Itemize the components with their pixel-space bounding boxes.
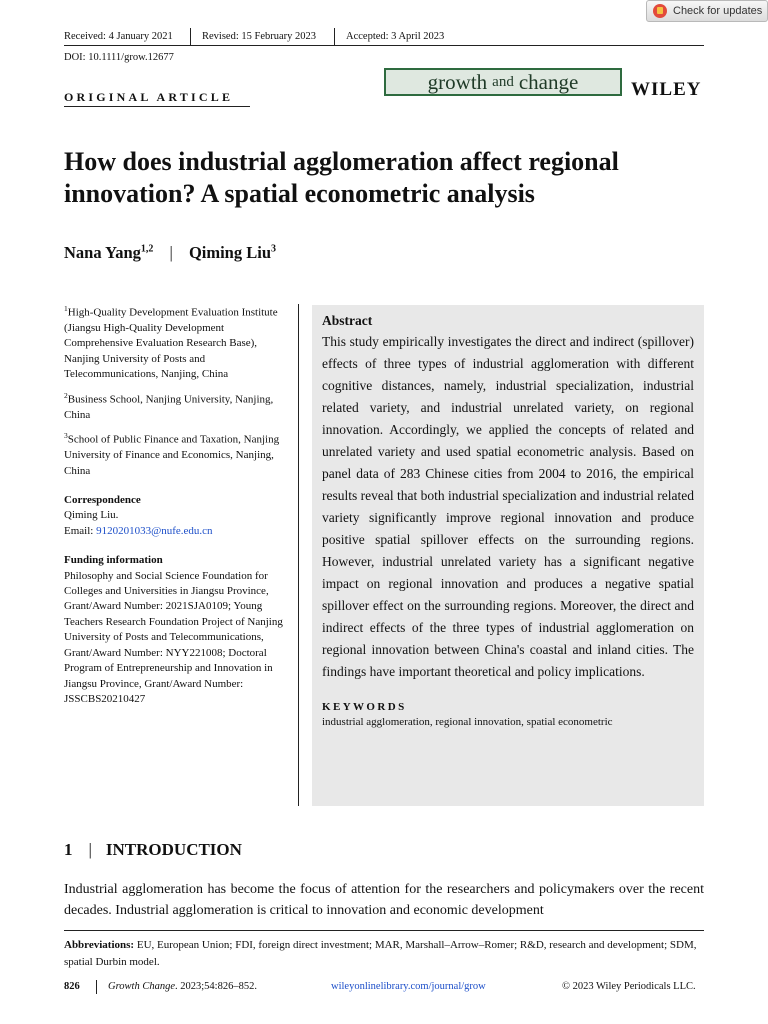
accepted-date: Accepted: 3 April 2023 [346, 31, 445, 42]
keywords-heading: KEYWORDS [322, 701, 407, 713]
article-info-column [64, 301, 292, 712]
title-line: innovation? A spatial econometric analysis [64, 179, 535, 208]
affiliation-sup: 2 [64, 390, 68, 400]
check-for-updates-button[interactable] [646, 0, 768, 22]
affiliation [64, 388, 292, 423]
header-rule [64, 45, 704, 46]
abbreviations-note [64, 937, 704, 971]
funding-heading: Funding information [64, 554, 163, 567]
author-name: Qiming Liu [188, 243, 272, 262]
article-title [64, 146, 724, 210]
journal-logo [384, 68, 622, 96]
column-divider [298, 304, 299, 806]
publisher-logo: WILEY [631, 79, 702, 100]
page-number: 826 [64, 981, 80, 992]
correspondence-email [64, 524, 292, 539]
doi: DOI: 10.1111/grow.12677 [64, 52, 174, 63]
journal-name-part: change [518, 69, 579, 94]
section-heading [64, 840, 242, 860]
affiliation [64, 428, 292, 479]
correspondence-heading: Correspondence [64, 494, 141, 507]
footnote-rule [64, 930, 704, 931]
crossmark-icon [653, 4, 667, 18]
revised-date: Revised: 15 February 2023 [202, 31, 317, 42]
correspondence-name: Qiming Liu. [64, 509, 119, 522]
citation-details: . 2023;54:826–852. [175, 981, 257, 992]
copyright: © 2023 Wiley Periodicals LLC. [562, 981, 696, 992]
affiliation-text: Business School, Nanjing University, Nanjing, China [64, 393, 274, 421]
header-divider [334, 28, 335, 45]
affiliation-text: High-Quality Development Evaluation Institute (Jiangsu High-Quality Development Comprehensive Evaluation Research Base), Nanjing University of Posts and Telecommunications, Nanjing, China [64, 306, 278, 381]
abbreviations-label: Abbreviations: [64, 939, 135, 951]
funding-text: Philosophy and Social Science Foundation for Colleges and Universities in Jiangsu Province, Grant/Award Number: 2021SJA0109; Young Teachers Research Foundation Project of Nanjing University of Posts and Telecommunications, Grant/Award Number: NYY221008; Doctoral Program of Entrepreneurship and Innovation in Jiangsu Province, Grant/Award Number: JSSCBS20210427 [64, 569, 283, 705]
article-type-rule [64, 106, 250, 107]
received-date: Received: 4 January 2021 [64, 31, 173, 42]
email-label: Email: [64, 524, 97, 537]
abstract-box [312, 305, 704, 806]
abbreviations-text: EU, European Union; FDI, foreign direct investment; MAR, Marshall–Arrow–Romer; R&D, research and development; SDM, spatial Durbin model. [64, 939, 697, 968]
author-name: Nana Yang [64, 243, 141, 262]
check-for-updates-label: Check for updates [673, 5, 763, 17]
keywords-text: industrial agglomeration, regional innovation, spatial econometric [322, 716, 613, 728]
email-link[interactable]: 9120201033@nufe.edu.cn [96, 524, 213, 537]
affiliation-text: School of Public Finance and Taxation, Nanjing University of Finance and Economics, Nanjing, China [64, 433, 280, 477]
section-title: INTRODUCTION [105, 840, 242, 859]
body-paragraph: Industrial agglomeration has become the focus of attention for the researchers and policymakers over the recent decades. Industrial agglomeration is critical to innovation and economic development [64, 882, 704, 918]
author-separator: | [169, 243, 173, 262]
section-number: 1 [64, 840, 73, 859]
author-affiliation-sup: 1,2 [140, 243, 154, 255]
affiliation-sup: 1 [64, 304, 68, 313]
section-separator: | [88, 840, 92, 859]
header-divider [190, 28, 191, 45]
journal-url-link[interactable]: wileyonlinelibrary.com/journal/grow [331, 981, 486, 992]
journal-name-and: and [492, 73, 514, 90]
affiliation [64, 301, 292, 383]
author-list [64, 243, 276, 263]
journal-name-part: growth [427, 69, 488, 94]
abstract-heading: Abstract [322, 313, 373, 328]
footer-divider [96, 980, 97, 994]
footer-citation [108, 981, 257, 992]
title-line: How does industrial agglomeration affect regional [64, 147, 619, 176]
citation-journal: Growth Change [108, 981, 175, 992]
abstract-text: This study empirically investigates the direct and indirect (spillover) effects of three types of industrial agglomeration with different cognitive distances, namely, industrial specialization, industrial related variety, and industrial unrelated variety, on regional innovation. Accordingly, we applied the concepts of related and unrelated variety and used spatial econometric analysis. Based on panel data of 283 Chinese cities from 2004 to 2016, the empirical results reveal that both industrial specialization and industrial related variety significantly improve regional innovation and produce positive spatial spillover effects on the surrounding regions. However, industrial unrelated variety has a significant negative impact on regional innovation and produces a negative spatial spillover effect on the surrounding regions. Moreover, the direct and indirect effects of the three types of industrial agglomeration on regional innovation between China's coastal and inland cities. The findings have important theoretical and policy implications. [322, 334, 694, 679]
article-type: ORIGINAL ARTICLE [64, 90, 234, 104]
affiliation-sup: 3 [64, 431, 68, 441]
author-affiliation-sup: 3 [271, 243, 277, 255]
